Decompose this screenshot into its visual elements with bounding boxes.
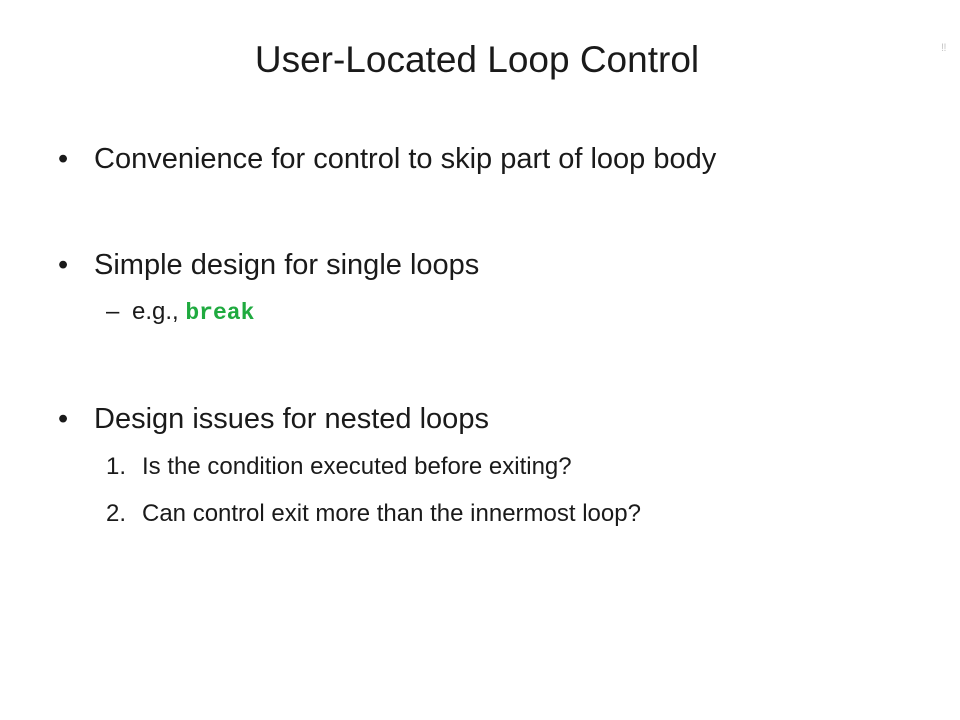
bullet-marker: •: [58, 143, 69, 175]
number-marker: 1.: [106, 453, 127, 480]
dash-marker: –: [106, 298, 120, 325]
bullet-item: [58, 139, 716, 179]
number-marker: 2.: [106, 500, 127, 527]
bullet-text: Design issues for nested loops: [94, 403, 489, 435]
bullet-item: [58, 399, 489, 439]
corner-mark: ‼: [941, 42, 946, 54]
numbered-item: [106, 497, 641, 531]
bullet-marker: •: [58, 403, 69, 435]
sub-bullet-item: [106, 295, 254, 330]
numbered-item-text: Can control exit more than the innermost loop?: [142, 500, 641, 527]
numbered-item: [106, 450, 572, 484]
bullet-text: Simple design for single loops: [94, 249, 480, 281]
bullet-marker: •: [58, 249, 69, 281]
bullet-item: [58, 245, 479, 285]
bullet-text: Convenience for control to skip part of loop body: [94, 143, 717, 175]
numbered-item-text: Is the condition executed before exiting?: [142, 453, 572, 480]
code-keyword-break: break: [185, 300, 255, 326]
slide-title: User-Located Loop Control: [254, 39, 700, 80]
sub-bullet-prefix: e.g.,: [132, 298, 186, 325]
